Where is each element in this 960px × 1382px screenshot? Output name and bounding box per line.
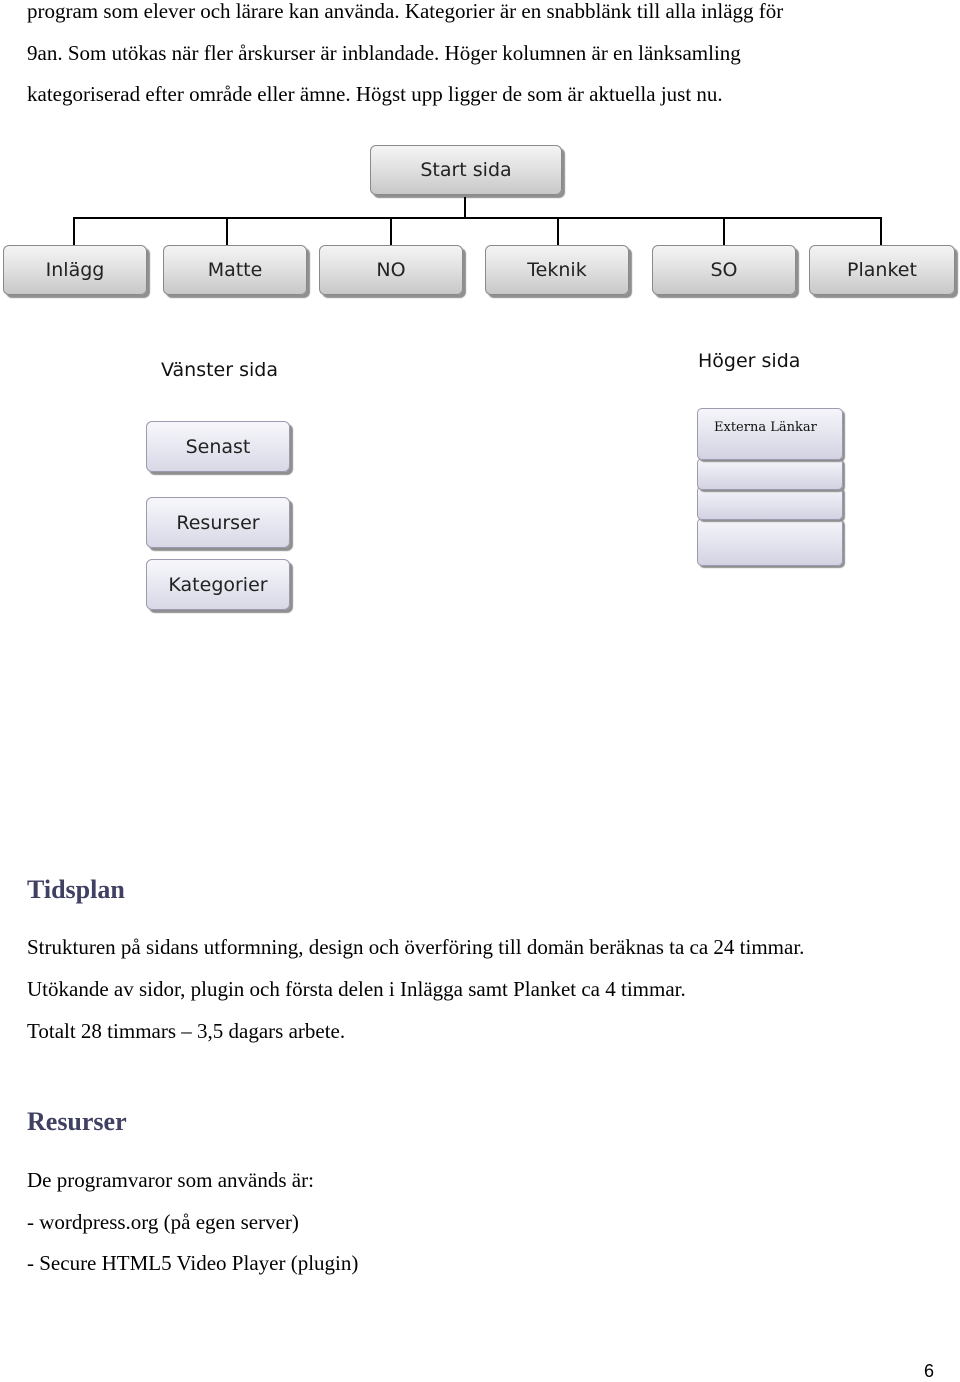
connector-drop [73,217,75,246]
external-links-title: Externa Länkar [714,420,817,435]
nav-node-so: SO [652,245,796,295]
resurser-line: De programvaror som används är: [27,1168,314,1192]
connector-drop [723,217,725,246]
intro-paragraph [27,0,947,116]
resurser-line: - Secure HTML5 Video Player (plugin) [27,1251,359,1275]
connector-drop [880,217,882,246]
tidsplan-line: Utökande av sidor, plugin och första delen i Inlägga samt Planket ca 4 timmar. [27,977,686,1001]
intro-line: program som elever och lärare kan använda. Kategorier är en snabblänk till alla inlägg för [27,0,784,23]
link-slot [697,518,843,566]
resurser-line: - wordpress.org (på egen server) [27,1210,299,1234]
left-item-kategorier: Kategorier [146,559,290,610]
left-item-resurser: Resurser [146,497,290,548]
left-item-senast: Senast [146,421,290,472]
tidsplan-heading: Tidsplan [27,875,125,904]
connector-drop [557,217,559,246]
link-slot [697,486,843,520]
nav-node-inlagg: Inlägg [3,245,147,295]
nav-node-no: NO [319,245,463,295]
page-number: 6 [923,1361,934,1381]
intro-line: 9an. Som utökas när fler årskurser är inblandade. Höger kolumnen är en länksamling [27,40,741,65]
connector-vertical [464,197,466,218]
nav-node-matte: Matte [163,245,307,295]
connector-horizontal [73,217,882,219]
connector-drop [226,217,228,246]
connector-drop [390,217,392,246]
link-slot [697,458,843,490]
nav-node-planket: Planket [809,245,955,295]
right-column-title: Höger sida [698,350,801,372]
nav-node-teknik: Teknik [485,245,629,295]
tidsplan-line: Totalt 28 timmars – 3,5 dagars arbete. [27,1019,346,1043]
left-column-title: Vänster sida [161,359,278,381]
external-links-box [697,408,843,460]
root-node-start-sida: Start sida [370,145,562,195]
intro-line: kategoriserad efter område eller ämne. Högst upp ligger de som är aktuella just nu. [27,82,723,106]
tidsplan-line: Strukturen på sidans utformning, design och överföring till domän beräknas ta ca 24 timmar. [27,935,805,959]
resurser-heading: Resurser [27,1107,127,1136]
